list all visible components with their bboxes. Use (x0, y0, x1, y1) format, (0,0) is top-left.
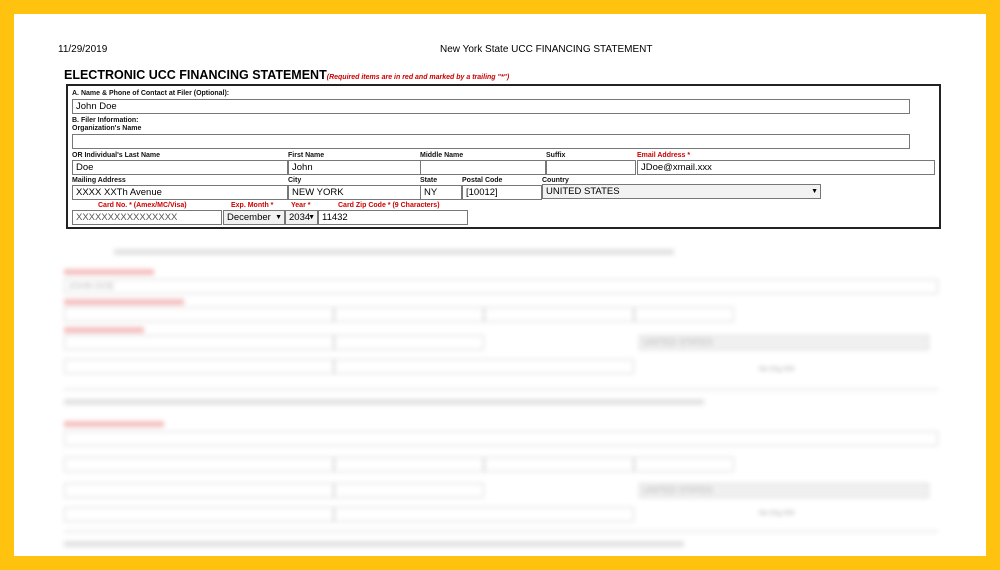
print-header-title: New York State UCC FINANCING STATEMENT (440, 44, 653, 55)
country-label: Country (542, 177, 569, 184)
card-number-label: Card No. * (Amex/MC/Visa) (98, 202, 187, 209)
country-select[interactable] (542, 184, 821, 199)
suffix-input[interactable] (546, 160, 636, 175)
chevron-down-icon: ▼ (275, 214, 282, 221)
city-input[interactable]: NEW YORK (288, 185, 421, 200)
last-name-label: OR Individual's Last Name (72, 152, 161, 159)
document-page (14, 14, 986, 556)
section-divider-2 (64, 531, 938, 532)
exp-month-label: Exp. Month * (231, 202, 274, 209)
debtor-country-select[interactable]: UNITED STATES (639, 335, 929, 350)
contact-label: A. Name & Phone of Contact at Filer (Optional): (72, 90, 230, 97)
city-label: City (288, 177, 302, 184)
org-name-input[interactable] (72, 134, 910, 149)
debtor2-mailing-input[interactable] (64, 483, 334, 498)
card-zip-label: Card Zip Code * (9 Characters) (338, 202, 440, 209)
year-select[interactable] (285, 210, 318, 225)
print-date: 11/29/2019 (58, 44, 108, 55)
section-divider (64, 389, 938, 390)
debtor2-first-name-input[interactable] (334, 457, 484, 472)
no-org-id-label: No Org ID# (759, 366, 795, 373)
last-name-input[interactable]: Doe (72, 160, 288, 175)
debtor-instruction-line (114, 249, 674, 255)
no-org-id-label-2: No Org ID# (759, 510, 795, 517)
debtor-suffix-input[interactable] (634, 307, 734, 322)
debtor3-instruction-line (64, 541, 684, 547)
debtor-mailing-label (64, 327, 144, 333)
debtor-last-name-input[interactable] (64, 307, 334, 322)
debtor2-jurisdiction-input[interactable] (334, 507, 634, 522)
year-label: Year * (291, 202, 311, 209)
first-name-input[interactable]: John (288, 160, 421, 175)
mailing-address-input[interactable]: XXXX XXTh Avenue (72, 185, 288, 200)
middle-name-label: Middle Name (420, 152, 464, 159)
debtor-org-type-input[interactable] (64, 359, 334, 374)
postal-code-input[interactable]: [10012] (462, 185, 542, 200)
chevron-down-icon: ▼ (811, 188, 818, 195)
debtor-jurisdiction-input[interactable] (334, 359, 634, 374)
debtor2-org-label (64, 421, 164, 427)
card-number-input[interactable]: XXXXXXXXXXXXXXXX (72, 210, 222, 225)
form-title-text: ELECTRONIC UCC FINANCING STATEMENT (64, 68, 327, 82)
first-name-label: First Name (288, 152, 325, 159)
state-input[interactable]: NY (420, 185, 462, 200)
middle-name-input[interactable] (420, 160, 546, 175)
debtor2-org-type-input[interactable] (64, 507, 334, 522)
debtor-middle-name-input[interactable] (484, 307, 634, 322)
debtor2-middle-name-input[interactable] (484, 457, 634, 472)
debtor2-suffix-input[interactable] (634, 457, 734, 472)
debtor-city-input[interactable] (334, 335, 484, 350)
country-select-value: UNITED STATES (546, 186, 620, 197)
chevron-down-icon: ▼ (308, 214, 315, 221)
debtor-mailing-input[interactable] (64, 335, 334, 350)
exp-month-value: December (227, 212, 271, 223)
filer-section (66, 84, 941, 229)
debtor-last-name-label (64, 299, 184, 305)
email-input[interactable]: JDoe@xmail.xxx (637, 160, 935, 175)
filer-info-label: B. Filer Information: (72, 117, 139, 124)
card-zip-input[interactable]: 11432 (318, 210, 468, 225)
required-note: (Required items are in red and marked by a trailing "*") (326, 74, 510, 81)
form-title (64, 68, 509, 82)
year-value: 2034 (289, 212, 311, 223)
debtor-name-input[interactable]: JOHN DOE (64, 279, 938, 294)
debtor2-instruction-line (64, 399, 704, 405)
contact-input[interactable]: John Doe (72, 99, 910, 114)
debtor2-last-name-input[interactable] (64, 457, 334, 472)
debtor-org-label (64, 269, 154, 275)
email-label: Email Address * (637, 152, 691, 159)
mailing-address-label: Mailing Address (72, 177, 126, 184)
exp-month-select[interactable] (223, 210, 285, 225)
debtor-sections-blurred (54, 239, 954, 556)
suffix-label: Suffix (546, 152, 566, 159)
state-label: State (420, 177, 438, 184)
debtor-first-name-input[interactable] (334, 307, 484, 322)
debtor2-name-input[interactable] (64, 431, 938, 446)
debtor2-city-input[interactable] (334, 483, 484, 498)
postal-code-label: Postal Code (462, 177, 503, 184)
org-name-label: Organization's Name (72, 125, 142, 132)
debtor2-country-select[interactable]: UNITED STATES (639, 483, 929, 498)
